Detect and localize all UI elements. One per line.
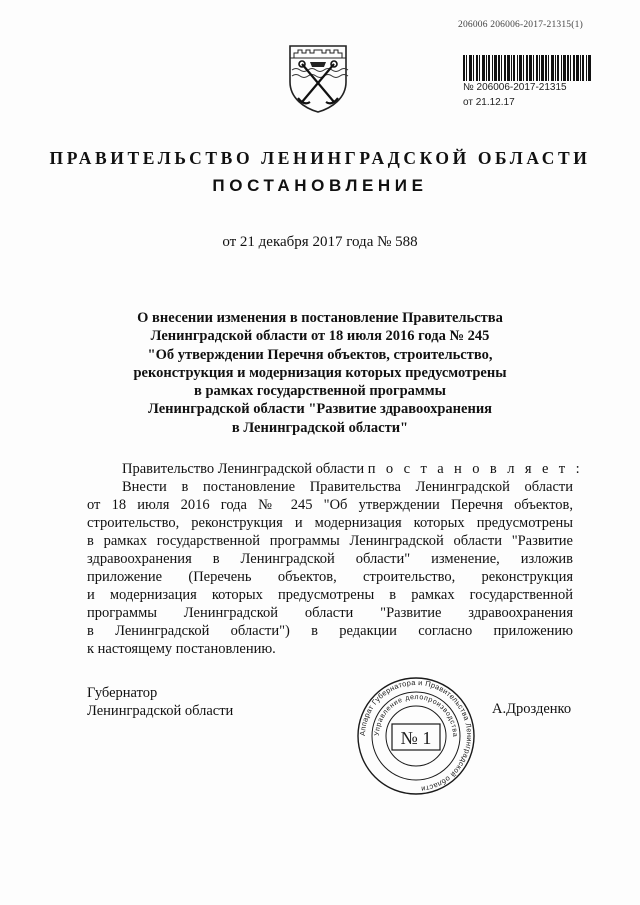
government-title: ПРАВИТЕЛЬСТВО ЛЕНИНГРАДСКОЙ ОБЛАСТИ [49, 148, 591, 168]
subject-line: в Ленинградской области" [231, 419, 409, 436]
body-line: Внести в постановление Правительства Ленинградской области [122, 479, 573, 495]
body-line: к настоящему постановлению. [87, 641, 276, 658]
stamp-inner-text: Управление делопроизводства [373, 693, 459, 738]
body-line: от 18 июля 2016 года № 245 "Об утверждении Перечня объектов, [87, 497, 573, 514]
body-line: в Ленинградской области") в редакции согласно приложению [87, 623, 573, 640]
coat-of-arms-icon [286, 40, 350, 114]
subject-line: О внесении изменения в постановление Правительства [137, 310, 503, 326]
document-id: 206006 206006-2017-21315(1) [458, 20, 583, 30]
document-date-number: от 21 декабря 2017 года № 588 [222, 234, 418, 250]
subject-line: реконструкция и модернизация которых предусмотрены [133, 364, 507, 381]
preamble-decision: п о с т а н о в л я е т : [367, 461, 583, 477]
body-line: в рамках государственной программы Ленинградской области "Развитие [87, 533, 573, 550]
preamble [122, 461, 583, 478]
signatory-position [87, 684, 233, 721]
document-body [87, 478, 573, 658]
document-type: ПОСТАНОВЛЕНИЕ [212, 176, 428, 195]
official-stamp [356, 676, 476, 796]
body-line: и модернизация которых предусмотрены в рамках государственной [87, 587, 573, 604]
subject-line: в рамках государственной программы [193, 383, 446, 400]
body-line: здравоохранения в Ленинградской области" изменение, изложив [87, 551, 573, 568]
signatory-post-line: Губернатор [87, 685, 158, 701]
document-subject [0, 309, 640, 437]
body-line: программы Ленинградской области "Развитие здравоохранения [87, 605, 573, 622]
subject-line: Ленинградской области от 18 июля 2016 года № 245 [150, 328, 490, 345]
stamp-outer-text: Аппарат Губернатора и Правительства Ленинградской области [357, 677, 475, 794]
body-line: приложение (Перечень объектов, строительство, реконструкция [87, 569, 573, 586]
stamp-number: № 1 [400, 728, 432, 748]
registration-date: от 21.12.17 [463, 97, 515, 108]
signatory-post-line: Ленинградской области [87, 703, 234, 720]
body-line: строительство, реконструкция и модернизация которых предусмотрены [87, 515, 573, 532]
subject-line: Ленинградской области "Развитие здравоохранения [147, 401, 493, 418]
signatory-name: А.Дрозденко [492, 701, 572, 717]
registration-number: № 206006-2017-21315 [463, 82, 567, 93]
subject-line: "Об утверждении Перечня объектов, строительство, [147, 346, 493, 363]
preamble-text: Правительство Ленинградской области [122, 461, 368, 477]
barcode-icon [463, 55, 591, 81]
